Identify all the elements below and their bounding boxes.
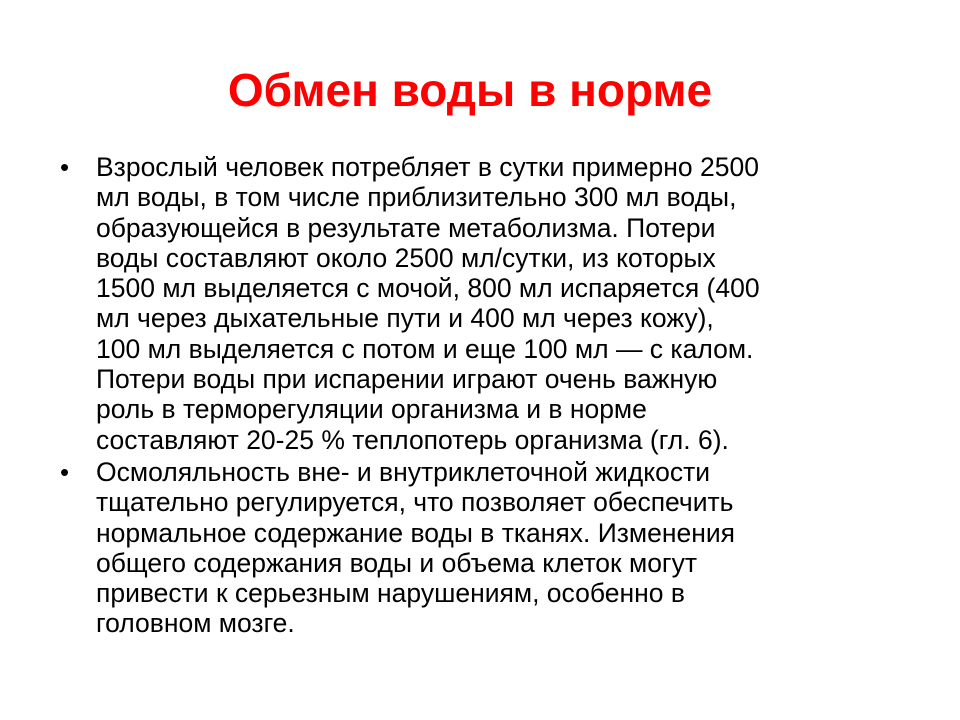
text-line: общего содержания воды и объема клеток могут: [96, 547, 697, 578]
text-line: образующейся в результате метаболизма. Потери: [96, 212, 716, 243]
text-line: привести к серьезным нарушениям, особенно в: [96, 578, 685, 609]
bullet-icon: •: [60, 456, 70, 487]
bullet-list: [60, 152, 910, 641]
text-line: мл через дыхательные пути и 400 мл через кожу),: [96, 303, 714, 334]
bullet-text: [96, 152, 910, 455]
bullet-item: [60, 457, 910, 639]
slide-title: Обмен воды в норме: [227, 64, 713, 116]
text-line: мл воды, в том числе приблизительно 300 мл воды,: [96, 182, 737, 213]
text-line: воды составляют около 2500 мл/сутки, из которых: [96, 242, 716, 273]
text-line: нормальное содержание воды в тканях. Изменения: [96, 517, 736, 548]
text-line: Взрослый человек потребляет в сутки примерно 2500: [96, 152, 759, 182]
text-line: Потери воды при испарении играют очень важную: [96, 364, 718, 395]
bullet-icon: •: [60, 152, 70, 182]
text-line: составляют 20-25 % теплопотерь организма (гл. 6).: [96, 424, 729, 455]
bullet-item: [60, 152, 910, 455]
text-line: Осмоляльность вне- и внутриклеточной жидкости: [96, 456, 711, 487]
text-line: 1500 мл выделяется с мочой, 800 мл испаряется (400: [96, 273, 760, 304]
text-line: 100 мл выделяется с потом и еще 100 мл — с калом.: [96, 333, 754, 364]
text-line: роль в терморегуляции организма и в норме: [96, 394, 647, 425]
text-line: тщательно регулируется, что позволяет обеспечить: [96, 487, 734, 518]
bullet-text: [96, 457, 910, 639]
text-line: головном мозге.: [96, 608, 295, 639]
